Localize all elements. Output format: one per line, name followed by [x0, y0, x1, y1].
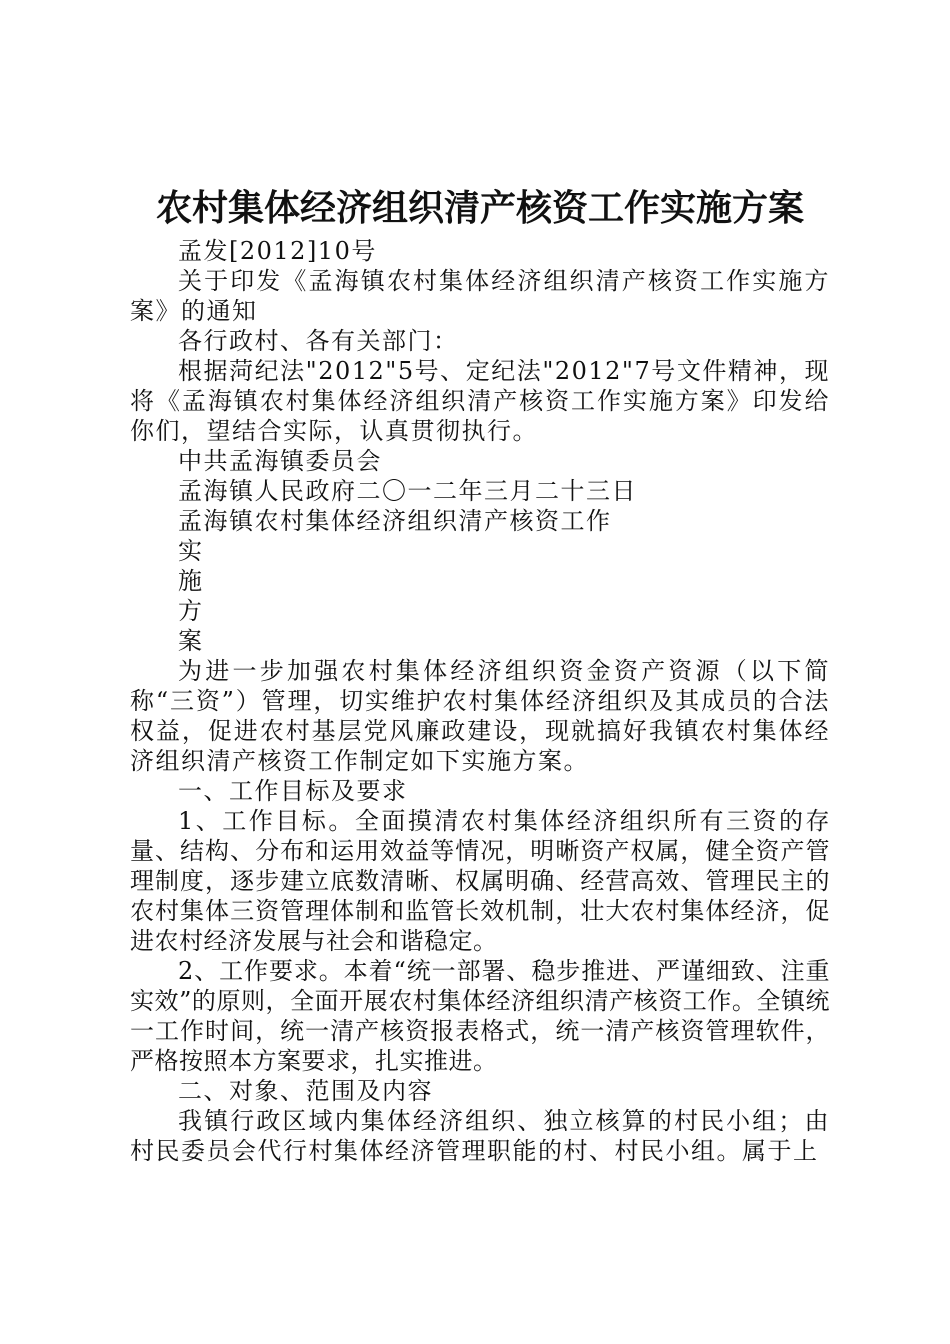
notice-body: 根据菏纪法"2012"5号、定纪法"2012"7号文件精神，现将《孟海镇农村集体经济组织清产核资工作实施方案》印发给你们，望结合实际，认真贯彻执行。	[130, 357, 830, 445]
work-goal-paragraph: 1、工作目标。全面摸清农村集体经济组织所有三资的存量、结构、分布和运用效益等情况，明晰资产权属，健全资产管理制度，逐步建立底数清晰、权属明确、经营高效、管理民主的农村集体三资管理体制和监管长效机制，壮大农村集体经济，促进农村经济发展与社会和谐稳定。	[130, 807, 830, 955]
section-heading-1: 一、工作目标及要求	[178, 777, 408, 805]
document-body	[130, 236, 830, 1166]
document-number: 孟发[2012]10号	[178, 237, 377, 265]
issuer-government-date: 孟海镇人民政府二〇一二年三月二十三日	[178, 477, 637, 505]
plan-subtitle-char: 案	[178, 627, 204, 655]
addressee: 各行政村、各有关部门：	[178, 327, 459, 355]
issuer-party-committee: 中共孟海镇委员会	[178, 447, 382, 475]
intro-paragraph: 为进一步加强农村集体经济组织资金资产资源（以下简称“三资”）管理，切实维护农村集体经济组织及其成员的合法权益，促进农村基层党风廉政建设，现就搞好我镇农村集体经济组织清产核资工作制定如下实施方案。	[130, 657, 830, 775]
plan-subtitle: 孟海镇农村集体经济组织清产核资工作	[178, 507, 612, 535]
plan-subtitle-char: 实	[178, 537, 204, 565]
work-requirement-paragraph: 2、工作要求。本着“统一部署、稳步推进、严谨细致、注重实效”的原则，全面开展农村集体经济组织清产核资工作。全镇统一工作时间，统一清产核资报表格式，统一清产核资管理软件，严格按照本方案要求，扎实推进。	[130, 957, 830, 1075]
plan-subtitle-char: 施	[178, 567, 204, 595]
scope-paragraph: 我镇行政区域内集体经济组织、独立核算的村民小组；由村民委员会代行村集体经济管理职能的村、村民小组。属于上	[130, 1107, 830, 1165]
document-title: 农村集体经济组织清产核资工作实施方案	[155, 188, 804, 229]
section-heading-2: 二、对象、范围及内容	[178, 1077, 433, 1105]
plan-subtitle-char: 方	[178, 597, 204, 625]
notice-heading: 关于印发《孟海镇农村集体经济组织清产核资工作实施方案》的通知	[130, 267, 830, 325]
